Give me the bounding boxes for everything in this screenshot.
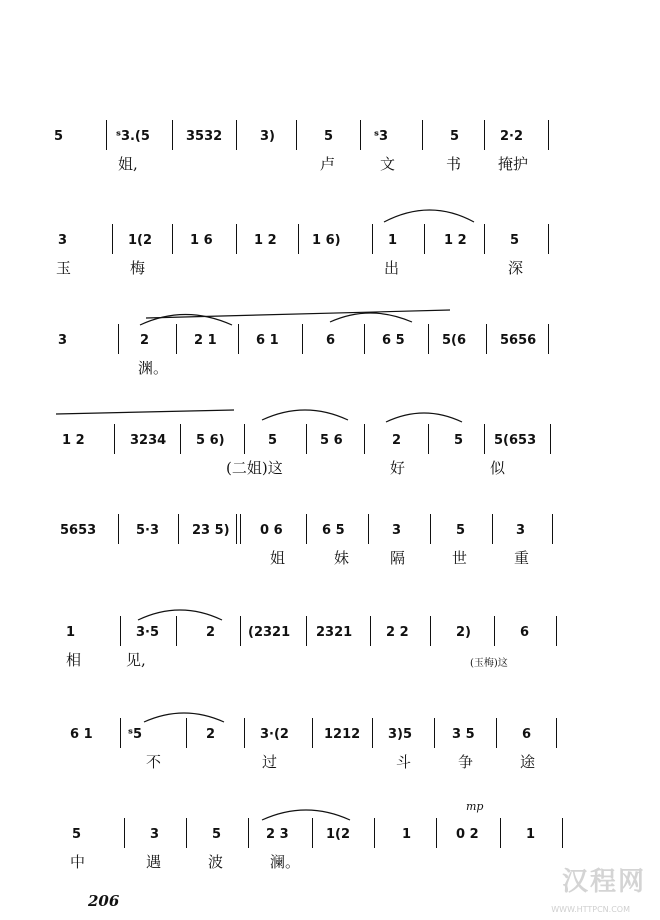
note: 5 — [268, 433, 278, 448]
lyric: 好 — [390, 459, 406, 477]
note: 2) — [456, 625, 471, 640]
barline — [484, 224, 485, 254]
notes-row — [0, 432, 660, 456]
barline — [492, 514, 493, 544]
lyrics-row — [0, 154, 660, 178]
barline — [176, 324, 177, 354]
note: 2 2 — [386, 625, 409, 640]
lyric: 隔 — [390, 549, 406, 567]
barline — [494, 616, 495, 646]
note: 5653 — [60, 523, 97, 538]
barline — [550, 424, 551, 454]
note: 3 — [392, 523, 402, 538]
barline — [236, 514, 241, 544]
lyric: 波 — [208, 853, 224, 871]
barline — [172, 120, 173, 150]
lyric: 相 — [66, 651, 82, 669]
note: 6 — [326, 333, 336, 348]
note: 1212 — [324, 727, 361, 742]
lyric: 深 — [508, 259, 524, 277]
note: (2321 — [248, 625, 291, 640]
note: 1(2 — [326, 827, 351, 842]
notes-row — [0, 726, 660, 750]
lyric: 卢 — [320, 155, 336, 173]
barline — [428, 324, 429, 354]
barline — [312, 818, 313, 848]
note: 2·2 — [500, 129, 524, 144]
barline — [178, 514, 179, 544]
barline — [236, 224, 237, 254]
note: 1 2 — [254, 233, 277, 248]
lyric: 书 — [446, 155, 462, 173]
note: 1 6) — [312, 233, 341, 248]
barline — [120, 616, 121, 646]
lyric: 渊。 — [138, 359, 169, 377]
note: 3 — [150, 827, 160, 842]
note: 6 — [520, 625, 530, 640]
lyric: 玉 — [56, 259, 72, 277]
note: ˢ5 — [128, 727, 142, 742]
barline — [124, 818, 125, 848]
barline — [562, 818, 563, 848]
barline — [364, 424, 365, 454]
barline — [298, 224, 299, 254]
barline — [306, 616, 307, 646]
barline — [306, 424, 307, 454]
barline — [556, 616, 557, 646]
note: ˢ3.(5 — [116, 129, 150, 144]
note: 3·5 — [136, 625, 160, 640]
note: 3) — [260, 129, 275, 144]
barline — [436, 818, 437, 848]
note: 3 — [58, 333, 68, 348]
note: 1 — [388, 233, 398, 248]
dynamic-marking: mp — [466, 800, 484, 813]
lyric: 妹 — [334, 549, 350, 567]
barline — [370, 616, 371, 646]
barline — [500, 818, 501, 848]
notes-row — [0, 332, 660, 356]
lyrics-row — [0, 752, 660, 776]
lyric: 中 — [70, 853, 86, 871]
note: 2 3 — [266, 827, 289, 842]
note: 5 — [456, 523, 466, 538]
lyric: 途 — [520, 753, 536, 771]
lyric: 不 — [146, 753, 162, 771]
note: 5 — [72, 827, 82, 842]
note: 2 — [206, 625, 216, 640]
note: 2 — [392, 433, 402, 448]
barline — [240, 616, 241, 646]
barline — [172, 224, 173, 254]
barline — [296, 120, 297, 150]
barline — [548, 120, 549, 150]
barline — [430, 616, 431, 646]
barline — [372, 718, 373, 748]
note: 2 — [140, 333, 150, 348]
barline — [424, 224, 425, 254]
note: 5 — [510, 233, 520, 248]
barline — [114, 424, 115, 454]
barline — [434, 718, 435, 748]
barline — [112, 224, 113, 254]
notes-row — [0, 826, 660, 850]
lyric: 澜。 — [270, 853, 301, 871]
watermark-url: WWW.HTTPCN.COM — [551, 905, 630, 914]
barline — [120, 718, 121, 748]
lyric: 文 — [380, 155, 396, 173]
barline — [236, 120, 237, 150]
barline — [548, 324, 549, 354]
lyric: 见, — [126, 651, 146, 669]
note: 3532 — [186, 129, 223, 144]
note: 2321 — [316, 625, 353, 640]
barline — [422, 120, 423, 150]
notes-row — [0, 624, 660, 648]
note: 3 — [58, 233, 68, 248]
barline — [548, 224, 549, 254]
lyric: 姐 — [270, 549, 286, 567]
note: 6 1 — [256, 333, 279, 348]
lyric: 梅 — [130, 259, 146, 277]
note: 5 — [212, 827, 222, 842]
barline — [430, 514, 431, 544]
barline — [486, 324, 487, 354]
note: 5(6 — [442, 333, 467, 348]
barline — [186, 718, 187, 748]
page-number: 206 — [88, 892, 120, 910]
note: 1(2 — [128, 233, 153, 248]
notes-row — [0, 232, 660, 256]
barline — [312, 718, 313, 748]
barline — [244, 424, 245, 454]
lyrics-row — [0, 358, 660, 382]
lyric: 重 — [514, 549, 530, 567]
note: 5 6) — [196, 433, 225, 448]
lyric: 姐, — [118, 155, 138, 173]
lyric: 斗 — [396, 753, 412, 771]
barline — [302, 324, 303, 354]
barline — [364, 324, 365, 354]
lyrics-row — [0, 650, 660, 674]
lyric: 世 — [452, 549, 468, 567]
lyric: 似 — [490, 459, 506, 477]
note: 1 2 — [62, 433, 85, 448]
barline — [484, 120, 485, 150]
lyric: 出 — [384, 259, 400, 277]
note: 1 6 — [190, 233, 213, 248]
note: ˢ3 — [374, 129, 388, 144]
note: 1 — [66, 625, 76, 640]
note: 3·(2 — [260, 727, 289, 742]
note: 5·3 — [136, 523, 160, 538]
note: 6 1 — [70, 727, 93, 742]
note: 3 5 — [452, 727, 475, 742]
notes-row — [0, 128, 660, 152]
barline — [180, 424, 181, 454]
barline — [186, 818, 187, 848]
barline — [372, 224, 373, 254]
barline — [248, 818, 249, 848]
barline — [106, 120, 107, 150]
lyric: (二姐)这 — [226, 459, 283, 477]
barline — [496, 718, 497, 748]
barline — [484, 424, 485, 454]
note: 5 6 — [320, 433, 343, 448]
note: 5656 — [500, 333, 537, 348]
barline — [118, 514, 119, 544]
barline — [428, 424, 429, 454]
note: 5 — [450, 129, 460, 144]
lyric: 掩护 — [498, 155, 529, 173]
lyrics-row — [0, 258, 660, 282]
barline — [360, 120, 361, 150]
barline — [238, 324, 239, 354]
barline — [368, 514, 369, 544]
note: 3)5 — [388, 727, 413, 742]
barline — [176, 616, 177, 646]
note: 6 5 — [382, 333, 405, 348]
note: 2 1 — [194, 333, 217, 348]
lyric: 遇 — [146, 853, 162, 871]
note: 3234 — [130, 433, 167, 448]
barline — [374, 818, 375, 848]
watermark-logo: 汉程网 — [561, 867, 646, 897]
note: 6 — [522, 727, 532, 742]
note: 3 — [516, 523, 526, 538]
note: 1 — [402, 827, 412, 842]
note: 5 — [54, 129, 64, 144]
lyrics-row — [0, 458, 660, 482]
lyric: 过 — [262, 753, 278, 771]
note: 0 6 — [260, 523, 283, 538]
lyric: (玉梅)这 — [470, 658, 508, 669]
barline — [306, 514, 307, 544]
lyric: 争 — [458, 753, 474, 771]
note: 0 2 — [456, 827, 479, 842]
barline — [118, 324, 119, 354]
barline — [556, 718, 557, 748]
note: 1 2 — [444, 233, 467, 248]
barline — [244, 718, 245, 748]
lyrics-row — [0, 548, 660, 572]
note: 5 — [454, 433, 464, 448]
note: 6 5 — [322, 523, 345, 538]
barline — [552, 514, 553, 544]
note: 2 — [206, 727, 216, 742]
note: 5 — [324, 129, 334, 144]
notes-row — [0, 522, 660, 546]
note: 1 — [526, 827, 536, 842]
note: 23 5) — [192, 523, 230, 538]
note: 5(653 — [494, 433, 537, 448]
